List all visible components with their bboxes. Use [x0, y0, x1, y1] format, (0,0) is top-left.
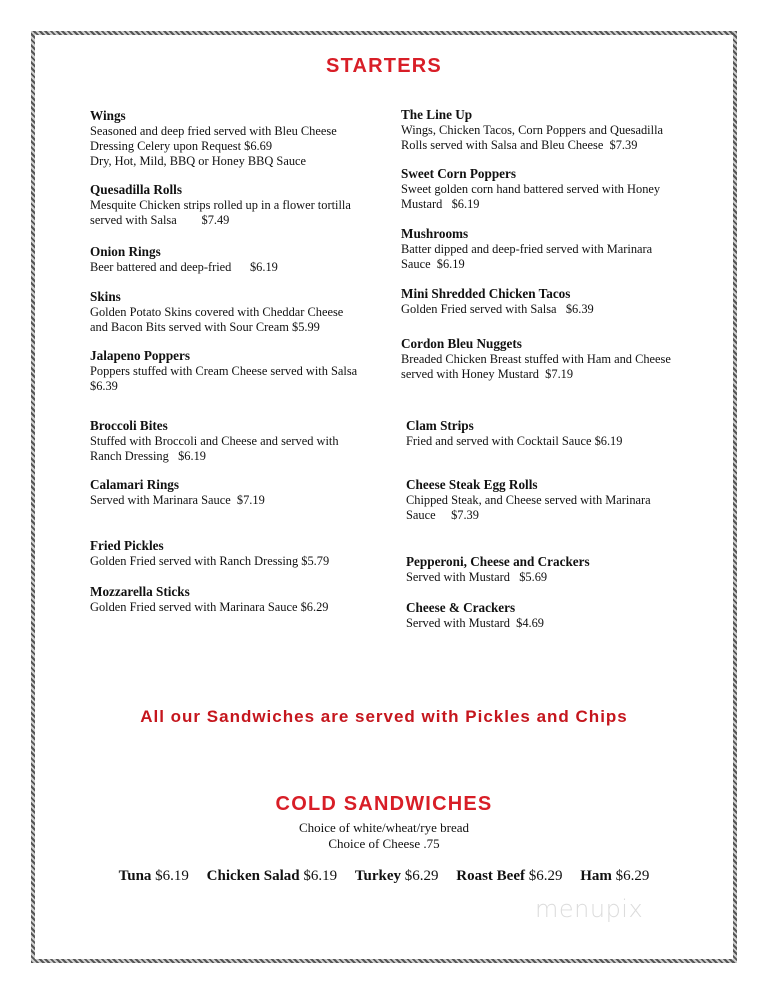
menu-item-wings: [90, 108, 375, 169]
item-desc: Mesquite Chicken strips rolled up in a flower tortilla: [90, 198, 351, 212]
cold-sandwiches-heading: COLD SANDWICHES: [275, 793, 493, 815]
item-desc: Golden Potato Skins covered with Cheddar Cheese: [90, 305, 344, 319]
item-desc: Beer battered and deep-fried $6.19: [90, 260, 278, 274]
item-desc: Rolls served with Salsa and Bleu Cheese $7.39: [401, 138, 638, 152]
menu-item-mini-shredded-chicken-tacos: [401, 286, 686, 317]
sandwich-turkey: [355, 868, 439, 885]
sandwich-chicken-salad: [207, 868, 337, 885]
sandwich-price: $6.19: [303, 868, 338, 884]
item-desc: $6.39: [90, 379, 118, 393]
item-desc: Dry, Hot, Mild, BBQ or Honey BBQ Sauce: [90, 154, 307, 168]
item-desc: Sweet golden corn hand battered served with Honey: [401, 182, 661, 196]
item-desc: Served with Mustard $4.69: [406, 616, 545, 630]
item-desc: Fried and served with Cocktail Sauce $6.19: [406, 434, 623, 448]
menu-item-broccoli-bites: [90, 418, 375, 464]
menu-item-onion-rings: [90, 244, 375, 275]
item-name: Fried Pickles: [90, 538, 164, 553]
item-name: Clam Strips: [406, 418, 474, 433]
menu-item-calamari-rings: [90, 477, 375, 508]
item-desc: Sauce $6.19: [401, 257, 465, 271]
item-name: The Line Up: [401, 107, 473, 122]
item-desc: Sauce $7.39: [406, 508, 479, 522]
item-name: Onion Rings: [90, 244, 161, 259]
sandwich-name: Ham: [580, 868, 612, 884]
item-name: Jalapeno Poppers: [90, 348, 191, 363]
item-desc: Ranch Dressing $6.19: [90, 449, 206, 463]
item-desc: Served with Mustard $5.69: [406, 570, 548, 584]
item-name: Sweet Corn Poppers: [401, 166, 517, 181]
menu-item-quesadilla-rolls: [90, 182, 375, 228]
menu-item-mozzarella-sticks: [90, 584, 375, 615]
sandwich-name: Tuna: [118, 868, 152, 884]
sandwich-name: Turkey: [354, 868, 401, 884]
item-desc: Golden Fried served with Marinara Sauce $6.29: [90, 600, 329, 614]
starters-heading: STARTERS: [326, 55, 442, 77]
sandwich-price: $6.29: [404, 868, 439, 884]
sandwich-name: Chicken Salad: [206, 868, 300, 884]
item-name: Mini Shredded Chicken Tacos: [401, 286, 571, 301]
item-desc: Breaded Chicken Breast stuffed with Ham and Cheese: [401, 352, 671, 366]
item-desc: Mustard $6.19: [401, 197, 480, 211]
sandwich-notice: All our Sandwiches are served with Pickles and Chips: [140, 707, 628, 726]
item-name: Wings: [90, 108, 126, 123]
menu-item-pepperoni-cheese-crackers: [406, 554, 691, 585]
item-desc: Golden Fried served with Salsa $6.39: [401, 302, 594, 316]
item-name: Skins: [90, 289, 121, 304]
sandwich-price: $6.19: [155, 868, 189, 884]
item-desc: Seasoned and deep fried served with Bleu Cheese: [90, 124, 337, 138]
cheese-choice-text: Choice of Cheese .75: [328, 836, 440, 851]
item-desc: Served with Marinara Sauce $7.19: [90, 493, 265, 507]
border-top: [31, 31, 737, 35]
cold-sandwich-list: [0, 868, 768, 885]
item-name: Pepperoni, Cheese and Crackers: [406, 554, 590, 569]
item-desc: served with Salsa $7.49: [90, 213, 230, 227]
sandwich-ham: [580, 868, 649, 885]
item-desc: Chipped Steak, and Cheese served with Marinara: [406, 493, 651, 507]
menupix-watermark: menupix: [535, 895, 644, 923]
border-bottom: [31, 959, 737, 963]
item-desc: Poppers stuffed with Cream Cheese served with Salsa: [90, 364, 358, 378]
sandwich-roast-beef: [456, 868, 562, 885]
item-name: Calamari Rings: [90, 477, 180, 492]
item-desc: Dressing Celery upon Request $6.69: [90, 139, 273, 153]
item-desc: Batter dipped and deep-fried served with Marinara: [401, 242, 653, 256]
item-desc: Wings, Chicken Tacos, Corn Poppers and Quesadilla: [401, 123, 664, 137]
menu-item-the-line-up: [401, 107, 686, 153]
item-desc: Golden Fried served with Ranch Dressing $5.79: [90, 554, 330, 568]
menu-item-clam-strips: [406, 418, 691, 449]
menu-item-mushrooms: [401, 226, 686, 272]
menu-item-cordon-bleu-nuggets: [401, 336, 686, 382]
item-name: Cordon Bleu Nuggets: [401, 336, 522, 351]
menu-item-sweet-corn-poppers: [401, 166, 686, 212]
menu-item-cheese-crackers: [406, 600, 691, 631]
sandwich-price: $6.29: [528, 868, 563, 884]
sandwich-price: $6.29: [615, 868, 650, 884]
menu-item-cheese-steak-egg-rolls: [406, 477, 691, 523]
item-desc: served with Honey Mustard $7.19: [401, 367, 574, 381]
item-name: Quesadilla Rolls: [90, 182, 182, 197]
item-name: Mushrooms: [401, 226, 469, 241]
menu-item-skins: [90, 289, 375, 335]
item-name: Cheese Steak Egg Rolls: [406, 477, 538, 492]
item-name: Mozzarella Sticks: [90, 584, 190, 599]
item-desc: and Bacon Bits served with Sour Cream $5.99: [90, 320, 320, 334]
bread-choice-text: Choice of white/wheat/rye bread: [298, 820, 469, 835]
sandwich-tuna: [119, 868, 189, 885]
menu-item-jalapeno-poppers: [90, 348, 375, 394]
menu-item-fried-pickles: [90, 538, 375, 569]
item-name: Cheese & Crackers: [406, 600, 516, 615]
item-desc: Stuffed with Broccoli and Cheese and served with: [90, 434, 339, 448]
item-name: Broccoli Bites: [90, 418, 168, 433]
sandwich-name: Roast Beef: [456, 868, 525, 884]
